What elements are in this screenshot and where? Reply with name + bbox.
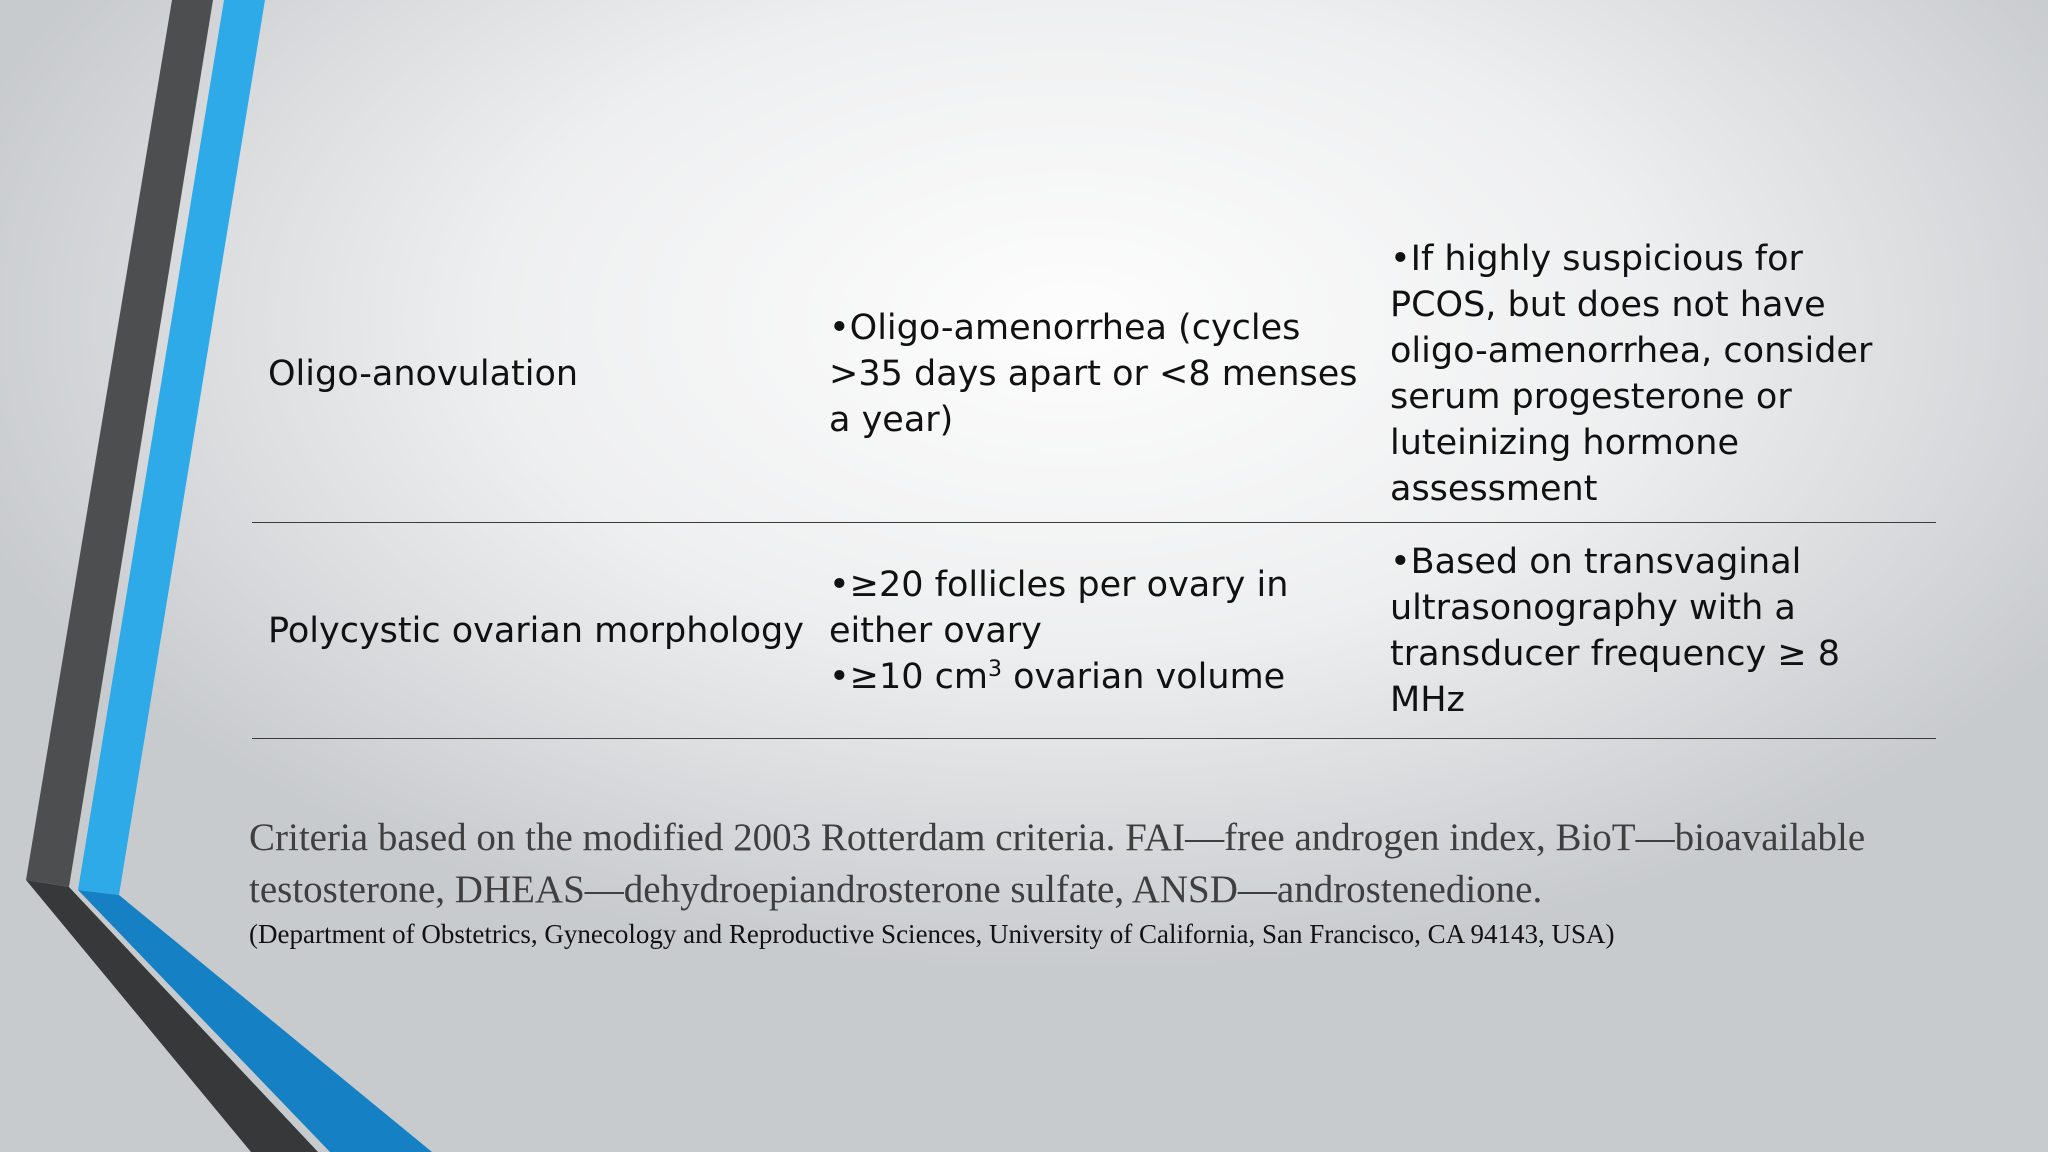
volume-suffix: ovarian volume <box>1001 657 1286 697</box>
definition-cell <box>829 523 1359 739</box>
definition-volume-text <box>829 654 1359 700</box>
criterion-cell <box>268 225 808 523</box>
table-row <box>252 225 1936 523</box>
notes-text: •If highly suspicious for PCOS, but does not have oligo-amenorrhea, consider serum progesterone or luteinizing hormone assessment <box>1390 239 1873 509</box>
definition-text: •≥20 follicles per ovary in either ovary <box>829 565 1289 651</box>
table-row <box>252 523 1936 739</box>
notes-cell <box>1390 523 1910 739</box>
caption-text: Criteria based on the modified 2003 Rotterdam criteria. FAI—free androgen index, BioT—bioavailable testosterone, DHEAS—dehydroepiandrosterone sulfate, ANSD—androstenedione. <box>249 816 1866 911</box>
caption-affiliation: (Department of Obstetrics, Gynecology and Reproductive Sciences, University of California, San Francisco, CA 94143, USA) <box>249 919 1615 949</box>
row-divider <box>252 738 1936 739</box>
criterion-label: Oligo-anovulation <box>268 354 579 394</box>
notes-text: •Based on transvaginal ultrasonography with a transducer frequency ≥ 8 MHz <box>1390 542 1841 720</box>
criterion-label: Polycystic ovarian morphology <box>268 611 804 651</box>
notes-cell <box>1390 225 1910 523</box>
definition-cell <box>829 225 1359 523</box>
volume-superscript: 3 <box>987 657 1002 682</box>
definition-text: •Oligo-amenorrhea (cycles >35 days apart or <8 menses a year) <box>829 308 1358 440</box>
criterion-cell <box>268 523 808 739</box>
table-caption <box>249 812 1969 952</box>
volume-prefix: •≥10 cm <box>829 657 988 697</box>
